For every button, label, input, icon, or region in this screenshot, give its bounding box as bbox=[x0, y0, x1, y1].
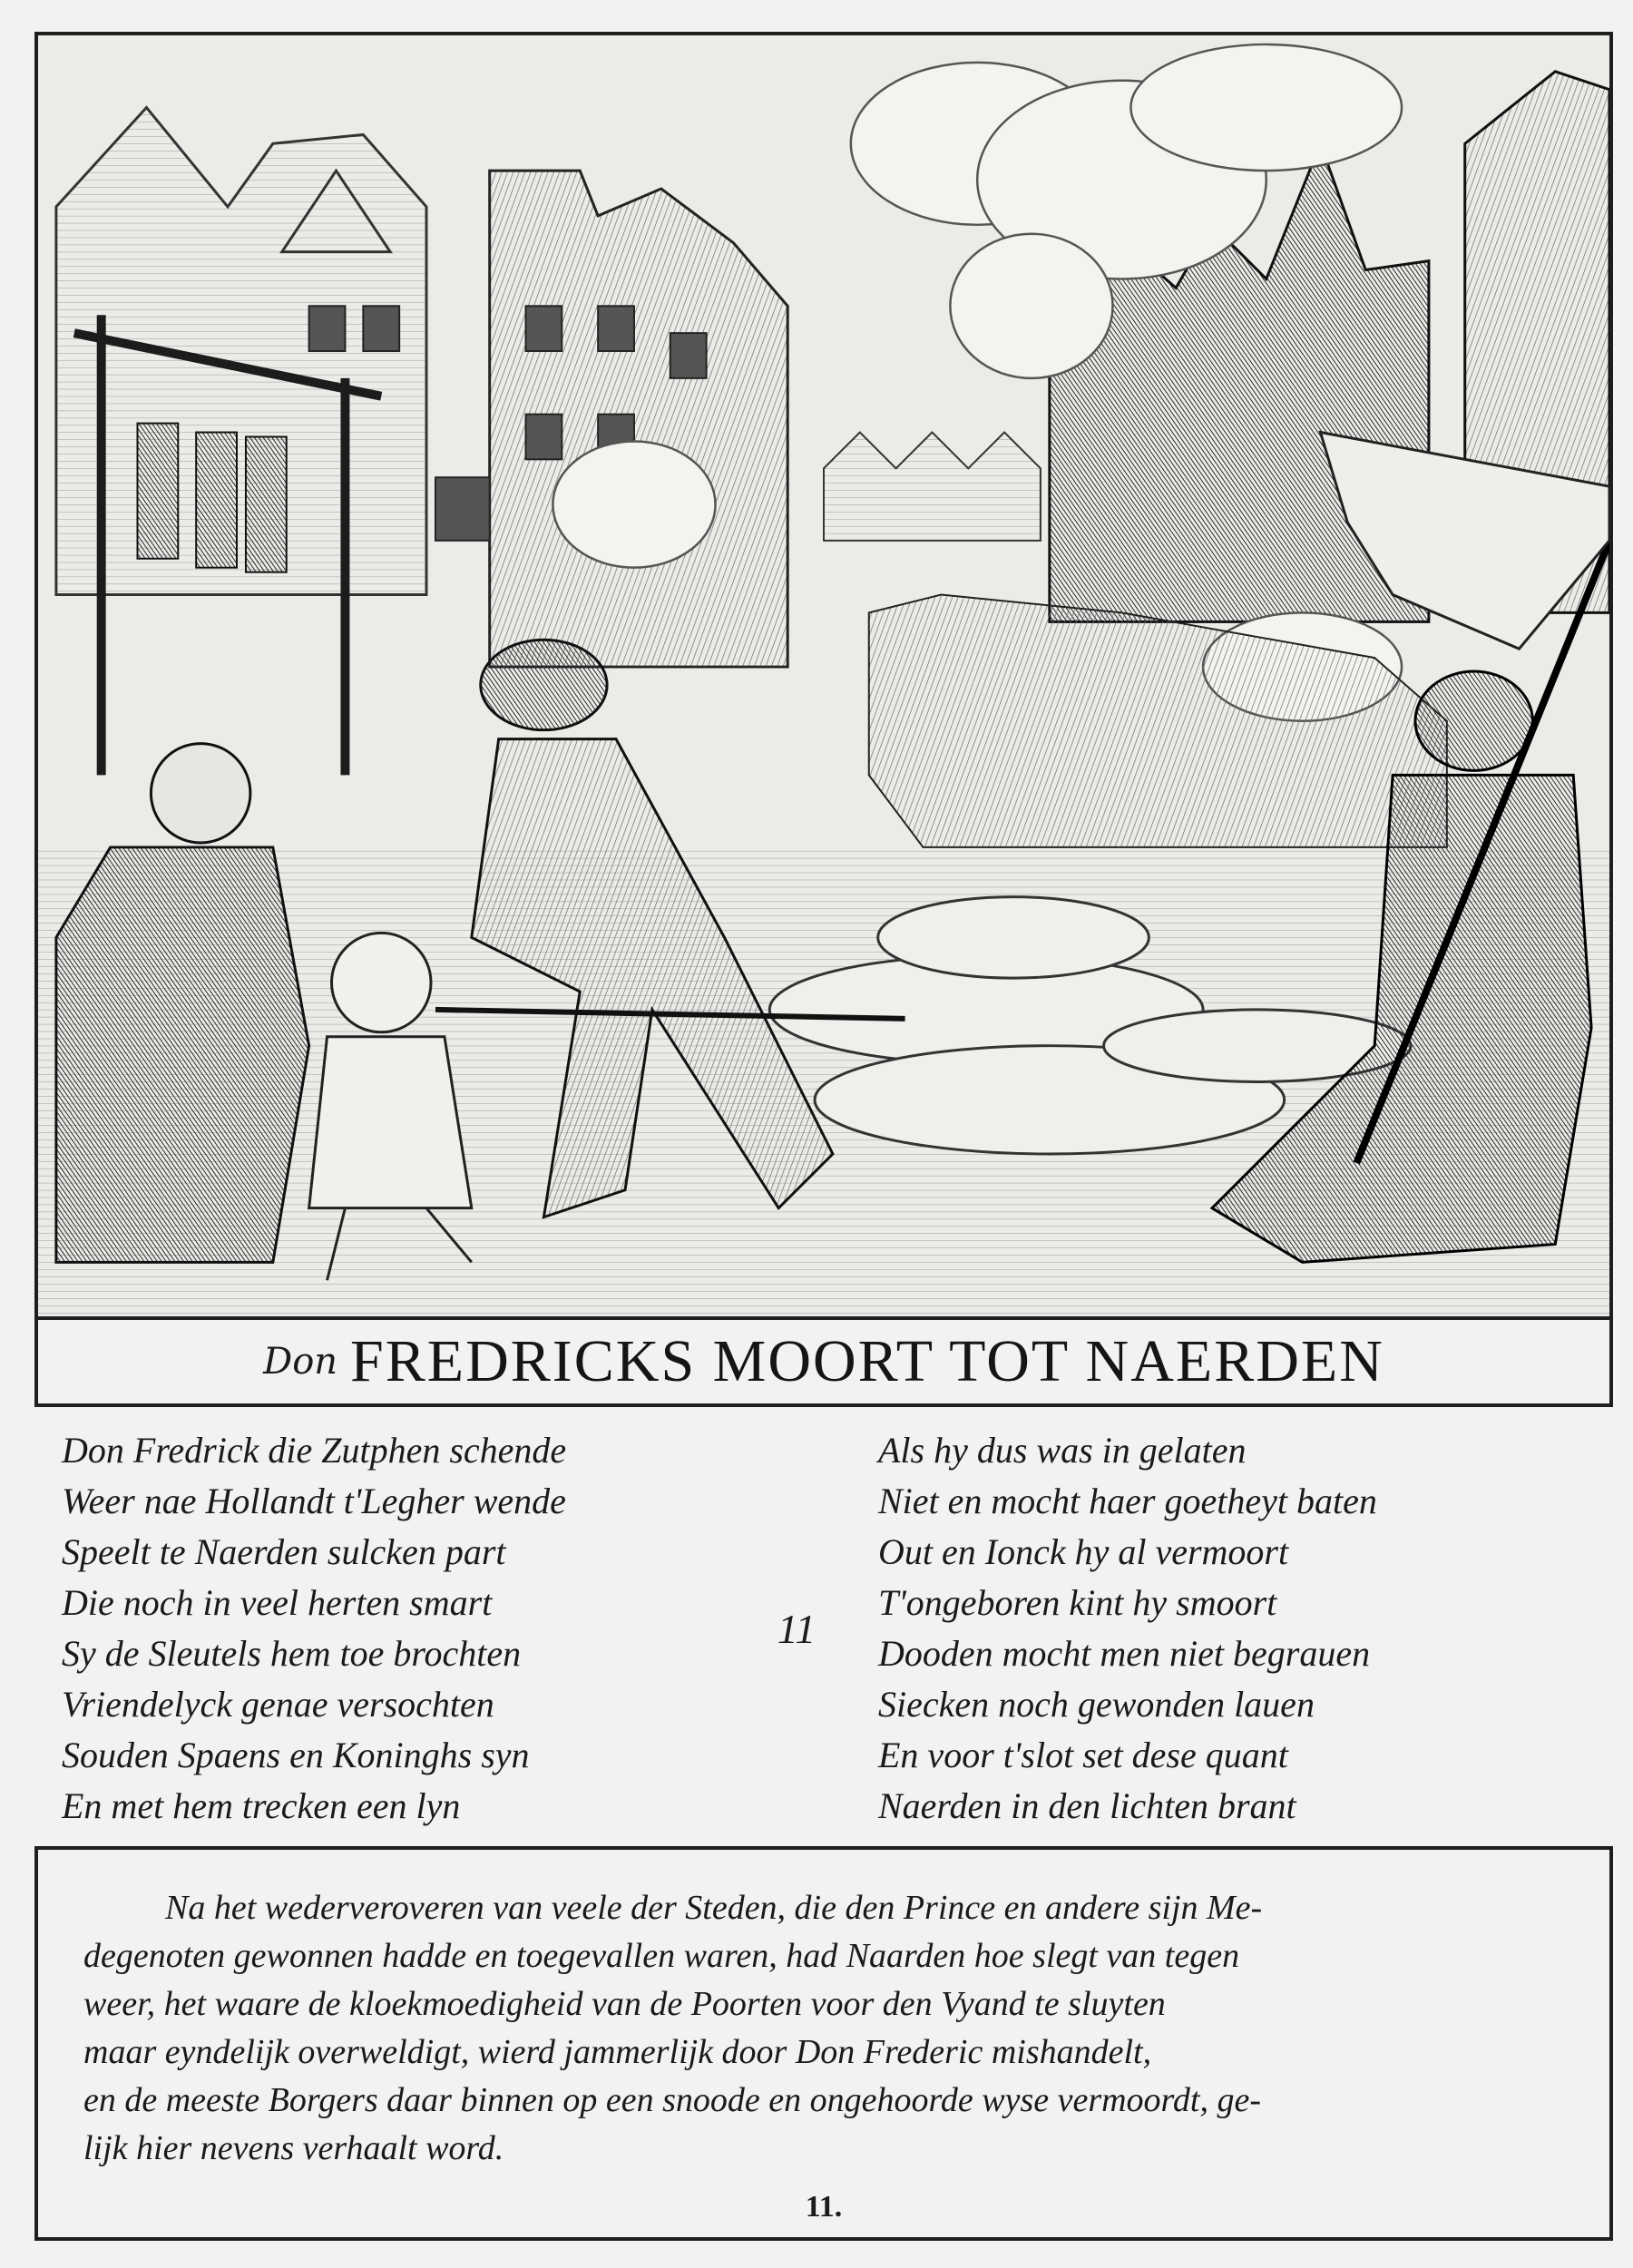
verse-block bbox=[34, 1407, 1613, 1843]
verse-line: Naerden in den lichten brant bbox=[878, 1785, 1296, 1826]
title-prefix: Don bbox=[263, 1341, 338, 1383]
verse-line: Weer nae Hollandt t'Legher wende bbox=[62, 1481, 566, 1521]
verse-line: Die noch in veel herten smart bbox=[62, 1582, 493, 1623]
prose-line: Na het wederveroveren van veele der Steden, die den Prince en andere sijn Me- bbox=[165, 1889, 1263, 1927]
prose-caption bbox=[83, 1884, 1571, 2173]
title-band bbox=[34, 1320, 1613, 1407]
verse-line: Souden Spaens en Koninghs syn bbox=[62, 1735, 530, 1775]
verse-left-column bbox=[62, 1425, 751, 1832]
verse-line: Don Fredrick die Zutphen schende bbox=[62, 1430, 567, 1471]
verse-line: Niet en mocht haer goetheyt baten bbox=[878, 1481, 1377, 1521]
verse-line: Sy de Sleutels hem toe brochten bbox=[62, 1633, 522, 1674]
prose-line: lijk hier nevens verhaalt word. bbox=[83, 2129, 504, 2167]
prose-line: weer, het waare de kloekmoedigheid van de Poorten voor den Vyand te sluyten bbox=[83, 1985, 1166, 2023]
verse-line: En met hem trecken een lyn bbox=[62, 1785, 461, 1826]
prose-line: degenoten gewonnen hadde en toegevallen waren, had Naarden hoe slegt van tegen bbox=[83, 1937, 1240, 1975]
verse-right-column bbox=[878, 1425, 1568, 1832]
verse-line: Dooden mocht men niet begrauen bbox=[878, 1633, 1371, 1674]
prose-line: maar eyndelijk overweldigt, wierd jammerlijk door Don Frederic mishandelt, bbox=[83, 2033, 1152, 2071]
verse-line: Siecken noch gewonden lauen bbox=[878, 1684, 1315, 1725]
page-number: 11. bbox=[805, 2190, 843, 2224]
verse-line: En voor t'slot set dese quant bbox=[878, 1735, 1288, 1775]
massacre-scene-picture bbox=[38, 35, 1609, 1316]
verse-line: Als hy dus was in gelaten bbox=[878, 1430, 1247, 1471]
verse-line: T'ongeboren kint hy smoort bbox=[878, 1582, 1277, 1623]
prose-line: en de meeste Borgers daar binnen op een snoode en ongehoorde wyse vermoordt, ge- bbox=[83, 2081, 1262, 2119]
distant-houses bbox=[824, 433, 1041, 541]
engraving-illustration bbox=[34, 32, 1613, 1320]
verse-line: Vriendelyck genae versochten bbox=[62, 1684, 494, 1725]
verse-number: 11 bbox=[777, 1606, 816, 1652]
hanged-figures bbox=[137, 424, 286, 572]
verse-line: Speelt te Naerden sulcken part bbox=[62, 1531, 506, 1572]
page-title: FREDRICKS MOORT TOT NAERDEN bbox=[350, 1328, 1384, 1394]
prose-caption-box bbox=[34, 1846, 1613, 2241]
verse-line: Out en Ionck hy al vermoort bbox=[878, 1531, 1289, 1572]
